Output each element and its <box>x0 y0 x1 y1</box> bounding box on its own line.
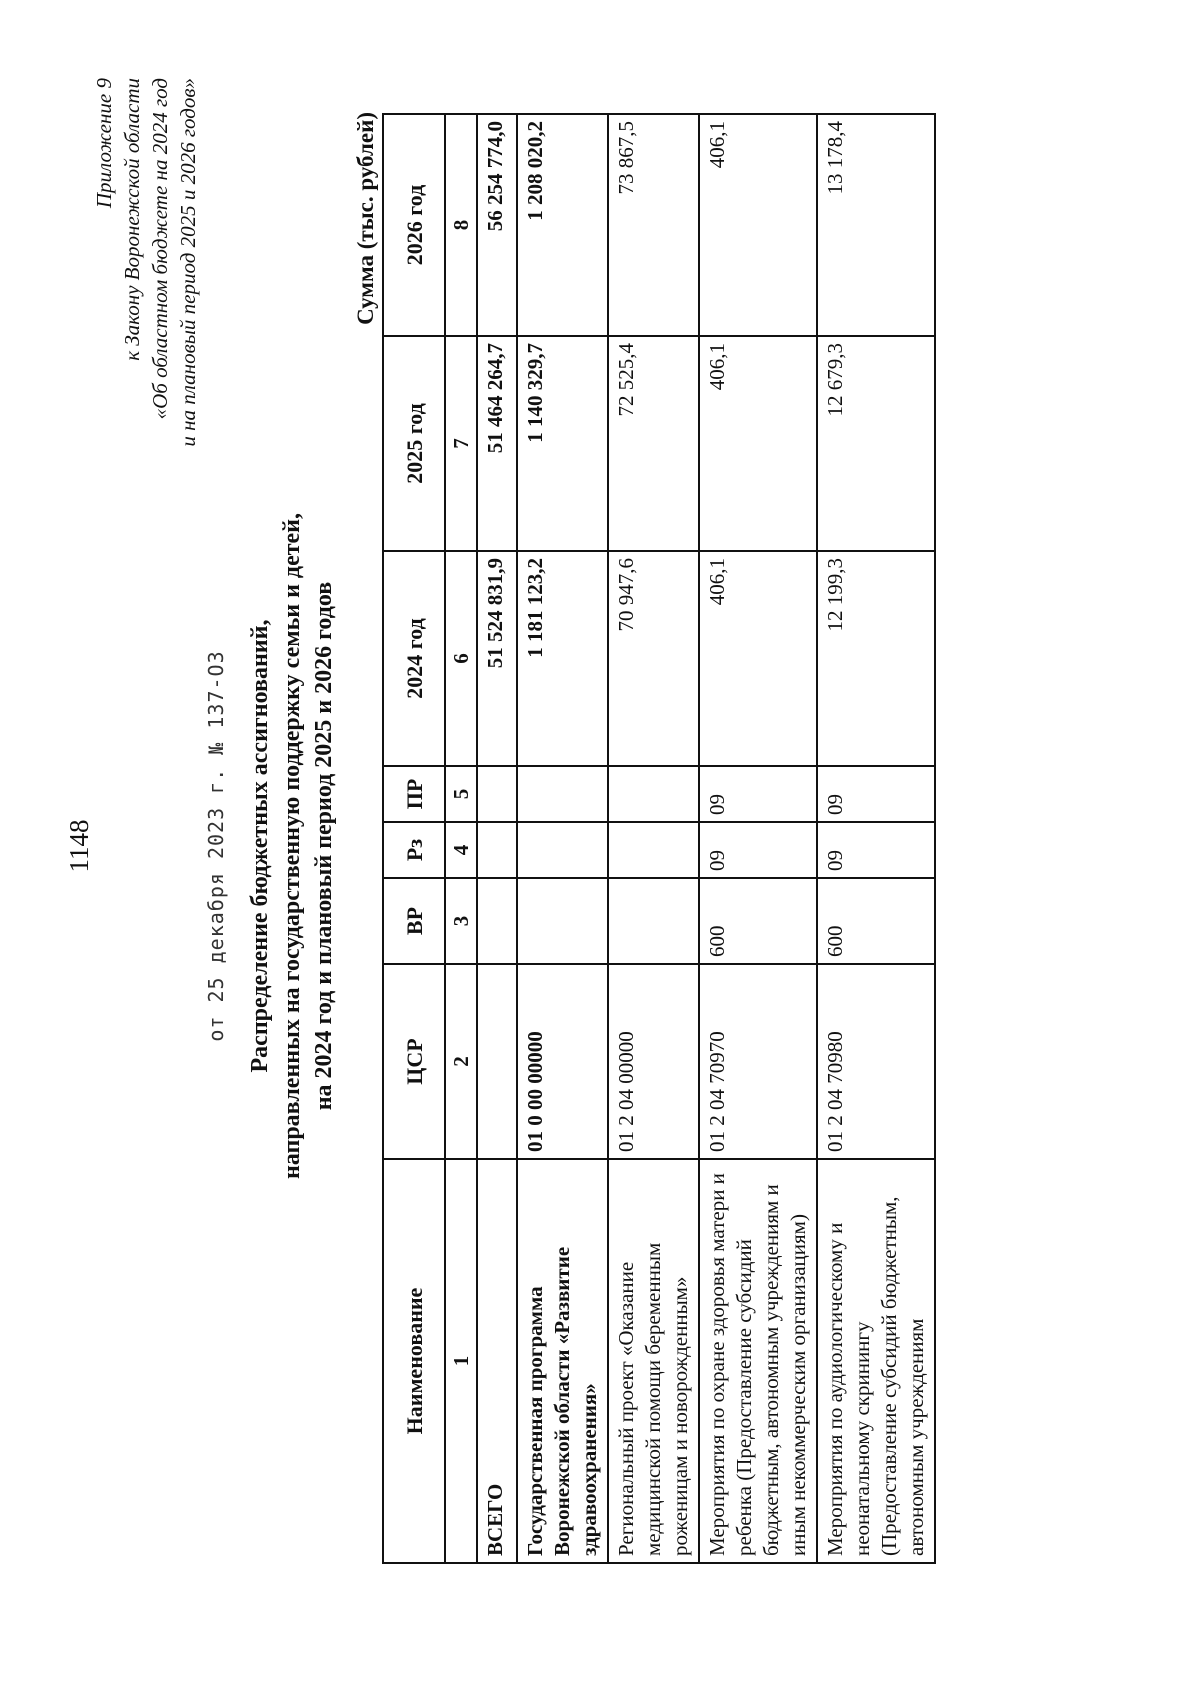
row-name: ВСЕГО <box>477 1159 517 1563</box>
table-row <box>817 114 935 1563</box>
title-line: направленных на государственную поддержку семьи и детей, <box>279 513 305 1179</box>
row-csr: 01 2 04 70980 <box>817 964 935 1159</box>
row-2026: 1 208 020,2 <box>517 114 608 336</box>
row-name: Мероприятия по аудиологическому и неонатальному скринингу (Предоставление субсидий бюджетным, автономным учреждениям <box>817 1159 935 1563</box>
row-csr: 01 0 00 00000 <box>517 964 608 1159</box>
row-rz: 09 <box>699 822 817 878</box>
row-2024: 1 181 123,2 <box>517 551 608 766</box>
table-row <box>517 114 608 1563</box>
table-row <box>477 114 517 1563</box>
row-csr: 01 2 04 70970 <box>699 964 817 1159</box>
column-number: 4 <box>445 822 477 878</box>
row-rz <box>477 822 517 878</box>
row-pr <box>608 766 699 822</box>
row-csr: 01 2 04 00000 <box>608 964 699 1159</box>
row-vr: 600 <box>699 878 817 964</box>
appendix-line: и на плановый период 2025 и 2026 годов» <box>176 78 200 447</box>
column-number: 1 <box>445 1159 477 1563</box>
unit-label: Сумма (тыс. рублей) <box>353 112 378 325</box>
column-number: 6 <box>445 551 477 766</box>
row-rz: 09 <box>817 822 935 878</box>
row-2026: 73 867,5 <box>608 114 699 336</box>
row-name: Региональный проект «Оказание медицинской помощи беременным роженицам и новорожденным» <box>608 1159 699 1563</box>
row-pr <box>517 766 608 822</box>
row-2025: 72 525,4 <box>608 336 699 551</box>
column-number: 3 <box>445 878 477 964</box>
table-header-row <box>383 114 445 1563</box>
appendix-line: «Об областном бюджете на 2024 год <box>148 78 172 420</box>
header-name: Наименование <box>383 1159 445 1563</box>
row-vr: 600 <box>817 878 935 964</box>
row-2024: 12 199,3 <box>817 551 935 766</box>
row-2024: 406,1 <box>699 551 817 766</box>
column-number-row <box>445 114 477 1563</box>
row-2024: 51 524 831,9 <box>477 551 517 766</box>
row-vr <box>477 878 517 964</box>
row-2026: 13 178,4 <box>817 114 935 336</box>
header-csr: ЦСР <box>383 964 445 1159</box>
row-name: Мероприятия по охране здоровья матери и ребенка (Предоставление субсидий бюджетным, автономным учреждениям и иным некоммерческим организациям) <box>699 1159 817 1563</box>
row-vr <box>608 878 699 964</box>
header-2025: 2025 год <box>383 336 445 551</box>
row-2025: 51 464 264,7 <box>477 336 517 551</box>
document-title <box>244 0 340 1692</box>
appendix-block <box>90 78 202 838</box>
row-rz <box>608 822 699 878</box>
title-line: Распределение бюджетных ассигнований, <box>247 619 273 1073</box>
title-line: на 2024 год и плановый период 2025 и 2026 годов <box>311 581 337 1111</box>
law-date-stamp: от 25 декабря 2023 г. № 137-ОЗ <box>204 650 228 1042</box>
row-pr <box>477 766 517 822</box>
page-number: 1148 <box>64 819 94 873</box>
column-number: 8 <box>445 114 477 336</box>
header-rz: Рз <box>383 822 445 878</box>
row-pr: 09 <box>817 766 935 822</box>
budget-table <box>382 113 936 1564</box>
appendix-line: Приложение 9 <box>92 78 116 209</box>
row-2025: 12 679,3 <box>817 336 935 551</box>
column-number: 7 <box>445 336 477 551</box>
table-row <box>608 114 699 1563</box>
column-number: 2 <box>445 964 477 1159</box>
header-2026: 2026 год <box>383 114 445 336</box>
row-pr: 09 <box>699 766 817 822</box>
row-rz <box>517 822 608 878</box>
header-vr: ВР <box>383 878 445 964</box>
table-row <box>699 114 817 1563</box>
row-2026: 406,1 <box>699 114 817 336</box>
header-pr: ПР <box>383 766 445 822</box>
row-name: Государственная программа Воронежской области «Развитие здравоохранения» <box>517 1159 608 1563</box>
column-number: 5 <box>445 766 477 822</box>
row-2025: 406,1 <box>699 336 817 551</box>
row-vr <box>517 878 608 964</box>
row-2024: 70 947,6 <box>608 551 699 766</box>
row-2026: 56 254 774,0 <box>477 114 517 336</box>
appendix-line: к Закону Воронежской области <box>120 78 144 361</box>
row-csr <box>477 964 517 1159</box>
header-2024: 2024 год <box>383 551 445 766</box>
row-2025: 1 140 329,7 <box>517 336 608 551</box>
